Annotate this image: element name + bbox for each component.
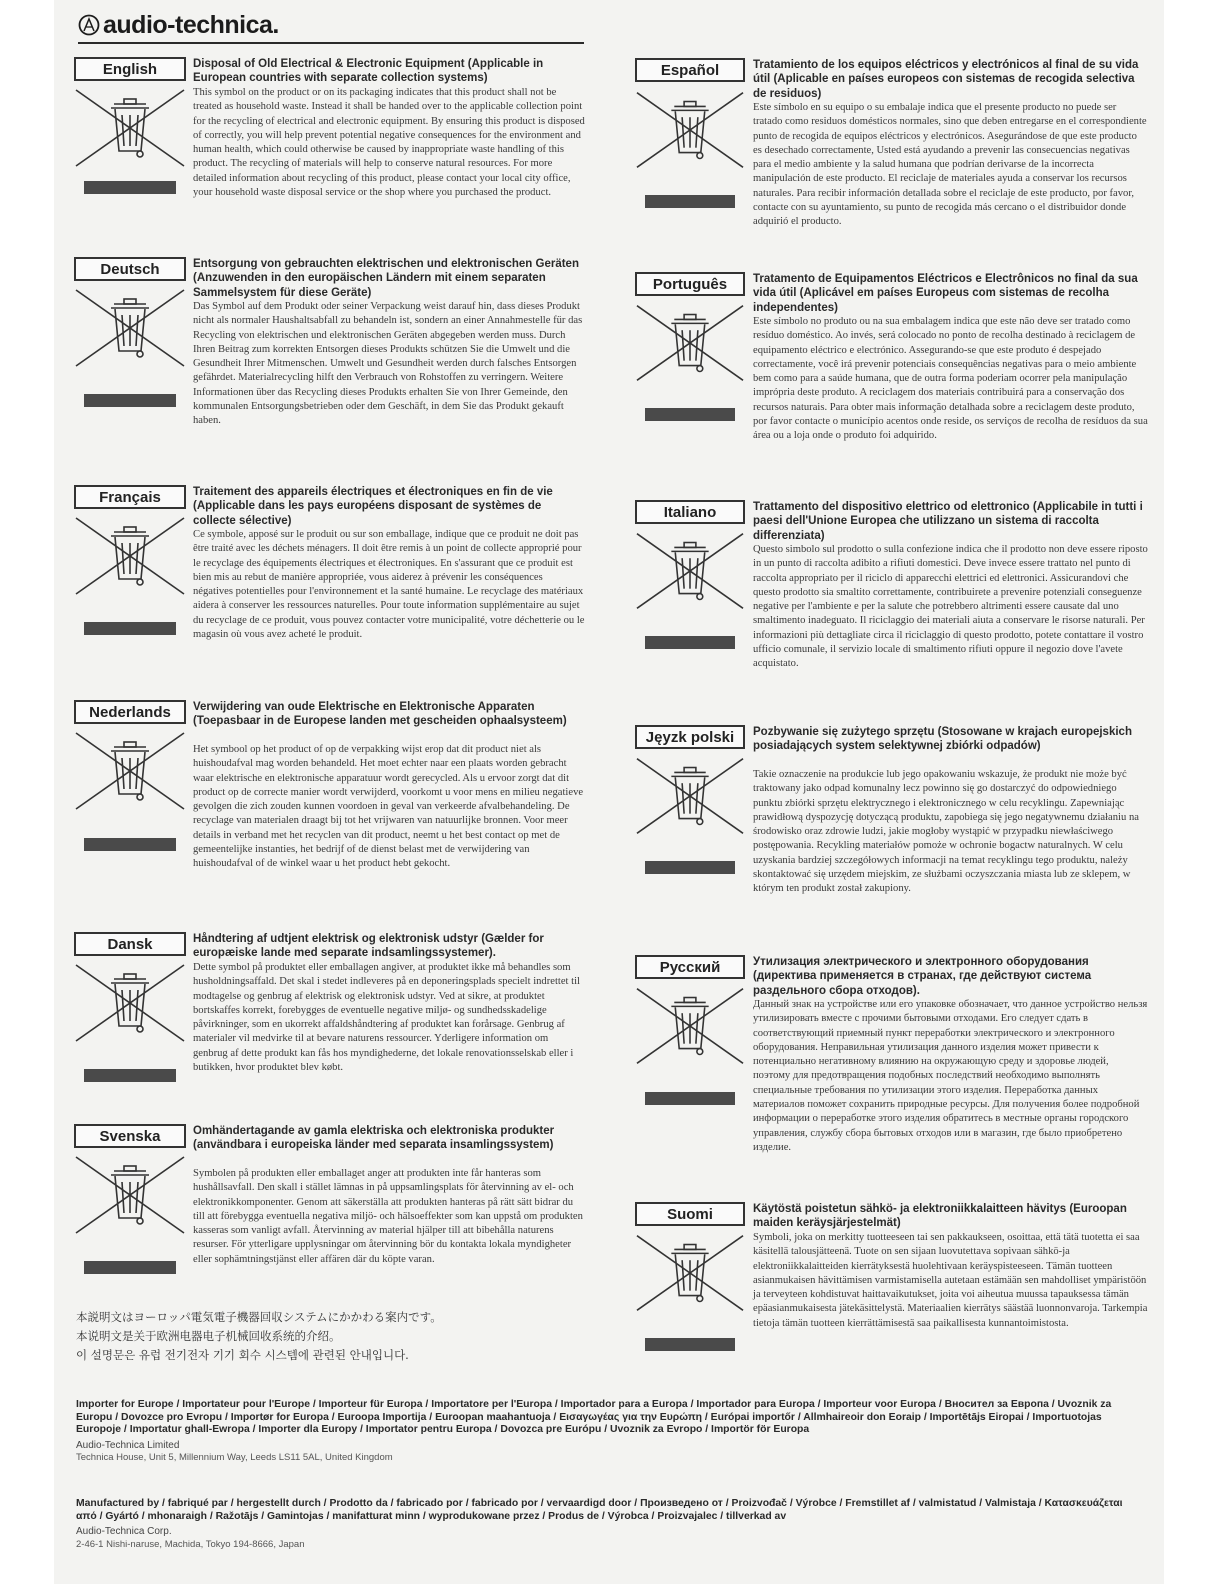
section-body: Het symbool op het product of op de verpakking wijst erop dat dit product niet als huishoudafval mag worden behandeld. Het moet echter naar een plaats worden gebracht waar elektrische en elektronische apparatuur wordt gerecycled. Als u ervoor zorgt dat dit product op de correcte manier wordt verwijderd, voorkomt u voor mens en milieu negatieve gevolgen die zich zouden kunnen voordoen in geval van verkeerde afvalbehandeling. De recyclage van materialen draagt bij tot het vrijwaren van natuurlijke bronnen. Voor meer details in verband met het recyclen van dit product, neemt u het best contact op met de gemeentelijke instanties, het bedrijf of de dienst belast met de verwijdering van huishoudafval of de winkel waar u het product hebt gekocht. [193, 744, 584, 870]
language-label: Português [635, 272, 745, 296]
section-body: Symboli, joka on merkitty tuotteeseen tai sen pakkaukseen, osoittaa, että tätä tuotetta ei saa käsitellä talousjätteenä. Tuote on sen sijaan luovutettava sopivaan sähkö-ja elektroniikkalaitteiden kierrätyksestä huolehtivaan keräyspisteeseen. Tämän tuotteen asianmukaisen hävittämisen varmistamisella autetaan estämään sen mahdolliset ympäristöön ja terveyteen kohdistuvat haittavaikutukset, joita voi aiheutua muussa tapauksessa tämän epäasianmukaisesta jätekäsittelystä. Materiaalien kierrätys säästää luonnonvaroja. Tarkempia tietoja tämän tuotteen kierrättämisestä saa paikallisesta kunnantoimistosta. [753, 1232, 1148, 1329]
section-title: Утилизация электрического и электронного оборудования (директива применяется в странах, где действуют система раздельного сбора отходов). [753, 956, 1092, 997]
section-body: This symbol on the product or on its packaging indicates that this product shall not be treated as household waste. Instead it shall be handed over to the applicable collection point for the recycling of electrical and electronic equipment. By ensuring this product is disposed of correctly, you will help prevent potential negative consequences for the environment and human health, which could otherwise be caused by inappropriate waste handling of this product. The recycling of materials will help to conserve natural resources. For more detailed information about recycling of this product, please contact your local city office, your household waste disposal service or the shop where you purchased the product. [193, 87, 585, 199]
crossed-bin-icon [635, 1233, 745, 1313]
korean-note: 이 설명문은 유럽 전기전자 기기 회수 시스템에 관련된 안내입니다. [76, 1348, 409, 1362]
japanese-note: 本説明文はヨーロッパ電気電子機器回収システムにかかわる案内です。 [76, 1310, 442, 1324]
audio-technica-logo-icon [78, 14, 100, 36]
section-body: Este símbolo en su equipo o su embalaje indica que el presente producto no puede ser tratado como residuos domésticos normales, sino que deben entregarse en el correspondiente punto de recogida de equipos eléctricos y electrónicos. Asegurándose de que este producto es desechado correctamente, Usted está ayudando a prevenir las consecuencias negativas para el medio ambiente y la salud humana que podrían derivarse de la incorrecta manipulación de este producto. El reciclaje de materiales ayuda a conservar los recursos naturales. Para recibir información detallada sobre el reciclaje de este producto, por favor, contacte con su ayuntamiento, su punto de recogida más cercano o el distribuidor donde adquirió el producto. [753, 102, 1147, 228]
language-label: Français [74, 485, 186, 509]
brand-logo [78, 8, 279, 42]
manufacturer-heading: Manufactured by / fabriqué par / hergestellt durch / Prodotto da / fabricado por / fabricado por / vervaardigd door / Произведено от / Proizvođač / Výrobce / Fremstillet af / valmistatud / Valmistaja / Κατασκευάζεται από / Gyártó / mhonaraigh / Ražotājs / Gamintojas / manifatturat minn / wyprodukowane przez / Produs de / Výrobca / Proizvajalec / tillverkad av [76, 1498, 1123, 1522]
language-label: English [74, 57, 186, 81]
brand-name: audio-technica. [103, 10, 279, 39]
crossed-bin-icon [74, 516, 186, 596]
manufacturer-name: Audio-Technica Corp. [76, 1526, 172, 1538]
marking-bar [84, 181, 176, 194]
language-label: Nederlands [74, 700, 186, 724]
marking-bar [645, 195, 735, 208]
language-label: Italiano [635, 500, 745, 524]
crossed-bin-icon [635, 90, 745, 170]
marking-bar [84, 1261, 176, 1274]
marking-bar [645, 1338, 735, 1351]
section-title: Traitement des appareils électriques et électroniques en fin de vie (Applicable dans les pays européens disposant de systèmes de collecte sélective) [193, 486, 553, 527]
language-label: Русский [635, 955, 745, 979]
crossed-bin-icon [635, 303, 745, 383]
importer-address: Technica House, Unit 5, Millennium Way, Leeds LS11 5AL, United Kingdom [76, 1452, 393, 1464]
crossed-bin-icon [635, 756, 745, 836]
language-label: Deutsch [74, 257, 186, 281]
section-title: Håndtering af udtjent elektrisk og elektronisk udstyr (Gælder for europæiske lande med separate indsamlingssystemer). [193, 933, 544, 960]
marking-bar [645, 861, 735, 874]
crossed-bin-icon [635, 531, 745, 611]
manufacturer-block [76, 1498, 1146, 1551]
section-body: Das Symbol auf dem Produkt oder seiner Verpackung weist darauf hin, dass dieses Produkt nicht als normaler Haushaltsabfall zu behandeln ist, sondern an einer Annahmestelle für das Recycling von elektrischen und elektronischen Geräten abgegeben werden muss. Durch Ihren Beitrag zum korrekten Entsorgen dieses Produkts schützen Sie die Umwelt und die Gesundheit Ihrer Mitmenschen. Umwelt und Gesundheit werden durch falsches Entsorgen gefährdet. Materialrecycling hilft den Verbrauch von Rohstoffen zu verringern. Weitere Informationen über das Recycling dieses Produkts erhalten Sie von Ihrer Gemeinde, den kommunalen Entsorgungsbetrieben oder dem Geschäft, in dem Sie das Produkt gekauft haben. [193, 301, 583, 427]
language-label: Jęyzk polski [635, 725, 745, 749]
language-label: Svenska [74, 1124, 186, 1148]
section-title: Disposal of Old Electrical & Electronic Equipment (Applicable in European countries with separate collection systems) [193, 58, 544, 85]
manufacturer-address: 2-46-1 Nishi-naruse, Machida, Tokyo 194-8666, Japan [76, 1538, 305, 1550]
section-title: Käytöstä poistetun sähkö- ja elektroniikkalaitteen hävitys (Euroopan maiden keräysjärjestelmät) [753, 1203, 1127, 1230]
section-body: Ce symbole, apposé sur le produit ou sur son emballage, indique que ce produit ne doit pas être traité avec les déchets ménagers. Il doit être remis à un point de collecte approprié pour le recyclage des équipements électriques et électroniques. En s'assurant que ce produit est bien mis au rebut de manière appropriée, vous aiderez à prévenir les conséquences négatives potentielles pour l'environnement et la santé humaine. Le recyclage des matériaux aidera à conserver les ressources naturelles. Pour toute information supplémentaire au sujet du recyclage de ce produit, vous pouvez contacter votre municipalité, votre déchetterie ou le magasin où vous avez acheté le produit. [193, 529, 585, 641]
section-body: Dette symbol på produktet eller emballagen angiver, at produktet ikke må behandles som husholdningsaffald. Det skal i stedet indleveres på en deponeringsplads specielt indrettet til modtagelse og genbrug af elektrisk og elektronisk udstyr. Ved at sikre, at produktet bortskaffes korrekt, forebygges de eventuelle negative miljø- og sundhedsskadelige påvirkninger, som en ukorrekt affaldshåndtering af produktet kan forårsage. Genbrug af materialer vil medvirke til at bevare naturens ressourcer. Yderligere information om genbrug af dette produkt kan fås hos myndighederne, det lokale renovationsselskab eller i butikken, hvor produktet blev købt. [193, 962, 580, 1074]
section-body: Symbolen på produkten eller emballaget anger att produkten inte får hanteras som hushållsavfall. Den skall i stället lämnas in på uppsamlingsplats för återvinning av el- och elektronikkomponenter. Genom att säkerställa att produkten hanteras på rätt sätt bidrar du till att förebygga eventuella negativa miljö- och hälsoeffekter som kan uppstå om produkten kasseras som vanligt avfall. Återvinning av material hjälper till att bibehålla naturens resurser. För ytterligare upplysningar om återvinning bör du kontakta lokala myndigheter eller sophämtningstjänst eller affären där du köpte varan. [193, 1168, 583, 1265]
header-rule [78, 42, 584, 44]
importer-block [76, 1399, 1146, 1464]
language-label: Dansk [74, 932, 186, 956]
section-title: Entsorgung von gebrauchten elektrischen und elektronischen Geräten (Anzuwenden in den europäischen Ländern mit einem separaten Sammelsystem für diese Geräte) [193, 258, 579, 299]
section-body: Questo simbolo sul prodotto o sulla confezione indica che il prodotto non deve essere riposto in un punto di raccolta adibito a rifiuti domestici. Deve invece essere trattato nel punto di raccolta appropriato per il riciclo di apparecchi elettrici ed elettronici. Assicurandovi che questo prodotto sia smaltito correttamente, contribuirete a prevenire potenziali conseguenze negative per l'ambiente e per la salute che potrebbero altrimenti essere causate dal uno smaltimento inadeguato. Il riciclaggio dei materiali aiuta a conservare le risorse naturali. Per informazioni più dettagliate circa il riciclaggio di questo prodotto, potete contattare il vostro ufficio comunale, il servizio locale di smaltimento rifiuti oppure il negozio dove l'avete acquistato. [753, 544, 1148, 670]
chinese-note: 本说明文是关于欧洲电器电子机械回收系统的介绍。 [76, 1329, 341, 1343]
section-body: Takie oznaczenie na produkcie lub jego opakowaniu wskazuje, że produkt nie może być traktowany jako odpad komunalny lecz powinno się go dostarczyć do odpowiedniego punktu zbiórki sprzętu elektrycznego i elektronicznego w celu recyklingu. Zapewniając prawidłową dyspozycję dotyczącą produktu, zapobiega się jego negatywnemu działaniu na środowisko oraz zdrowie ludzi, jakie mogłoby wystąpić w przypadku niewłaściwego postępowania. Recykling materiałów pomoże w ochronie bogactw naturalnych. W celu uzyskania bardziej szczegółowych informacji na temat recyklingu tego produktu, należy skontaktować się urzędem miejskim, ze służbami oczyszczania miasta lub ze sklepem, w którym ten produkt został zakupiony. [753, 769, 1139, 895]
marking-bar [645, 408, 735, 421]
marking-bar [84, 394, 176, 407]
marking-bar [645, 636, 735, 649]
language-label: Suomi [635, 1202, 745, 1226]
importer-name: Audio-Technica Limited [76, 1439, 180, 1451]
section-body: Este símbolo no produto ou na sua embalagem indica que este não deve ser tratado como resíduo doméstico. Ao invés, será colocado no ponto de recolha destinado à reciclagem de equipamento eléctrico e electrónico. Assegurando-se que este produto é despejado correctamente, você irá prevenir potenciais consequências negativas para o meio ambiente bem como para a saúde humana, que de outra forma poderiam ocorrer pela manipulação imprópria deste produto. A reciclagem dos materiais contribuirá para a conservação dos recursos naturais. Para obter mais informação detalhada sobre a reciclagem deste produto, por favor contacte o município acentos onde reside, os serviços de recolha de resíduos da sua área ou a loja onde o produto foi adquirido. [753, 316, 1148, 442]
section-title: Verwijdering van oude Elektrische en Elektronische Apparaten (Toepasbaar in de Europese landen met gescheiden ophaalsysteem) [193, 701, 567, 728]
section-title: Tratamiento de los equipos eléctricos y electrónicos al final de su vida útil (Aplicable en países europeos con sistemas de recogida selectiva de residuos) [753, 59, 1139, 100]
marking-bar [84, 1069, 176, 1082]
section-title: Trattamento del dispositivo elettrico od elettronico (Applicabile in tutti i paesi dell'Unione Europea che utilizzano un sistema di raccolta differenziata) [753, 501, 1143, 542]
marking-bar [84, 838, 176, 851]
crossed-bin-icon [74, 1155, 186, 1235]
section-title: Tratamento de Equipamentos Eléctricos e Electrônicos no final da sua vida útil (Aplicável em países Europeus com sistemas de recolha independentes) [753, 273, 1138, 314]
marking-bar [84, 622, 176, 635]
importer-heading: Importer for Europe / Importateur pour l'Europe / Importeur für Europa / Importatore per l'Europa / Importador para a Europa / Importador para Europa / Importeur voor Europa / Вноситeл за Европа / Uvoznik za Europu / Dovozce pro Evropu / Importør for Europa / Euroopa Importija / Euroopan maahantuoja / Εισαγωγέας για την Ευρώπη / Európai importőr / Allmhaireoir don Eoraip / Importētājs Eiropai / Importuotojas Europoje / Importatur ghall-Ewropa / Importer dla Europy / Importator pentru Europa / Dovozca pre Európu / Uvoznik za Evropo / Importör för Europa [76, 1399, 1112, 1436]
crossed-bin-icon [74, 963, 186, 1043]
section-title: Omhändertagande av gamla elektriska och elektroniska produkter (användbara i europeiska länder med separata insamlingssystem) [193, 1125, 555, 1152]
marking-bar [645, 1092, 735, 1105]
section-body: Данный знак на устройстве или его упаковке обозначает, что данное устройство нельзя утилизировать вместе с прочими бытовыми отходами. Его следует сдать в соответствующий приемный пункт переработки электрического и электронного оборудования. Неправильная утилизация данного изделия может привести к потенциально негативному влиянию на окружающую среду и здоровье людей, поэтому для предотвращения подобных последствий необходимо выполнять специальные требования по утилизации этого изделия. Переработка данных материалов поможет сохранить природные ресурсы. Для получения более подробной информации о переработке этого изделия обратитесь в местные органы городского управления, службу сбора бытовых отходов или в магазин, где было приобретено изделие. [753, 999, 1148, 1153]
crossed-bin-icon [74, 88, 186, 168]
asian-language-notes [76, 1308, 442, 1365]
section-title: Pozbywanie się zużytego sprzętu (Stosowane w krajach europejskich posiadających system selektywnej zbiórki odpadów) [753, 726, 1132, 753]
crossed-bin-icon [74, 288, 186, 368]
language-label: Español [635, 58, 745, 82]
crossed-bin-icon [74, 731, 186, 811]
crossed-bin-icon [635, 986, 745, 1066]
